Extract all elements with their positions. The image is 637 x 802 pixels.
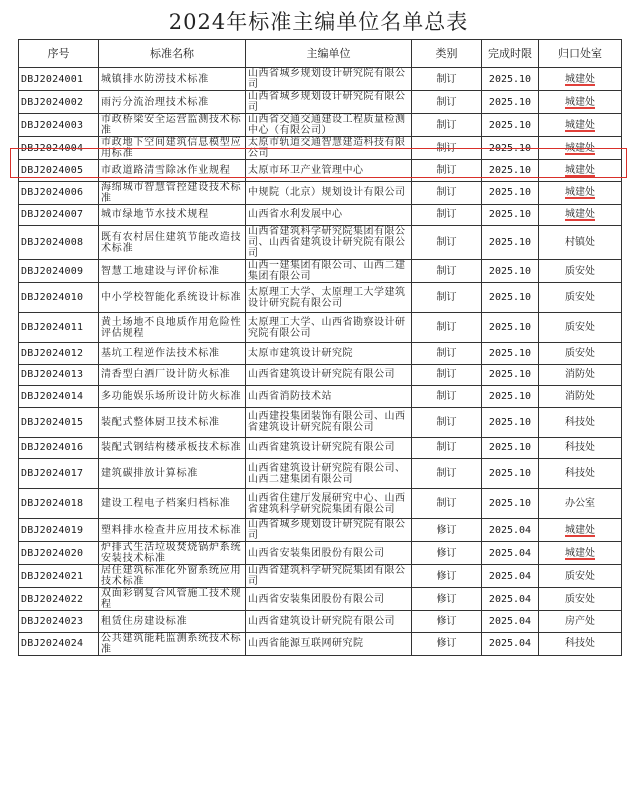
row-standard-name: 黄土场地不良地质作用危险性评估规程: [99, 313, 246, 343]
row-department: [539, 519, 622, 542]
row-deadline: 2025.10: [482, 260, 539, 283]
row-deadline: 2025.10: [482, 386, 539, 408]
table-row: [19, 565, 622, 588]
row-organization: 山西省建筑科学研究院集团有限公司、山西省建筑设计研究院有限公司: [246, 226, 412, 260]
row-type: 制订: [412, 489, 482, 519]
table-row: [19, 283, 622, 313]
row-organization: 山西省建筑设计研究院有限公司: [246, 611, 412, 633]
row-type: 制订: [412, 437, 482, 459]
table-row: [19, 181, 622, 204]
row-department: [539, 181, 622, 204]
row-deadline: 2025.10: [482, 160, 539, 182]
row-organization: 太原市建筑设计研究院: [246, 343, 412, 365]
dept-underlined: 城建处: [565, 209, 595, 221]
row-organization: 山西省交通交通建设工程质量检测中心（有限公司）: [246, 114, 412, 137]
row-organization: 太原理工大学、太原理工大学建筑设计研究院有限公司: [246, 283, 412, 313]
table-row: [19, 137, 622, 160]
row-type: 制订: [412, 343, 482, 365]
table-row: [19, 260, 622, 283]
row-deadline: 2025.10: [482, 204, 539, 226]
row-standard-name: 市政地下空间建筑信息模型应用标准: [99, 137, 246, 160]
row-code: DBJ2024012: [19, 343, 99, 365]
dept-underlined: 城建处: [565, 142, 595, 154]
row-standard-name: 市政道路清雪除冰作业规程: [99, 160, 246, 182]
row-code: DBJ2024008: [19, 226, 99, 260]
dept-underlined: 城建处: [565, 524, 595, 536]
row-standard-name: 建设工程电子档案归档标准: [99, 489, 246, 519]
row-standard-name: 智慧工地建设与评价标准: [99, 260, 246, 283]
row-department: 科技处: [539, 407, 622, 437]
row-type: 制订: [412, 364, 482, 386]
row-organization: 山西省城乡规划设计研究院有限公司: [246, 519, 412, 542]
row-department: [539, 204, 622, 226]
row-type: 制订: [412, 283, 482, 313]
table-row: [19, 611, 622, 633]
row-code: DBJ2024002: [19, 91, 99, 114]
dept-underlined: 城建处: [565, 73, 595, 85]
row-deadline: 2025.10: [482, 283, 539, 313]
dept-underlined: 城建处: [565, 547, 595, 559]
table-row: [19, 542, 622, 565]
row-deadline: 2025.10: [482, 226, 539, 260]
row-deadline: 2025.10: [482, 313, 539, 343]
row-deadline: 2025.04: [482, 565, 539, 588]
row-department: [539, 91, 622, 114]
header-org: 主编单位: [246, 40, 412, 68]
row-code: DBJ2024007: [19, 204, 99, 226]
row-department: 质安处: [539, 588, 622, 611]
row-department: 科技处: [539, 632, 622, 655]
dept-underlined: 城建处: [565, 119, 595, 131]
row-code: DBJ2024011: [19, 313, 99, 343]
row-deadline: 2025.10: [482, 137, 539, 160]
row-department: 质安处: [539, 283, 622, 313]
table-row: [19, 226, 622, 260]
row-type: 修订: [412, 611, 482, 633]
row-department: [539, 137, 622, 160]
row-deadline: 2025.10: [482, 91, 539, 114]
row-department: 科技处: [539, 437, 622, 459]
table-row: [19, 91, 622, 114]
row-type: 制订: [412, 68, 482, 91]
row-standard-name: 基坑工程逆作法技术标准: [99, 343, 246, 365]
row-standard-name: 双面彩钢复合风管施工技术规程: [99, 588, 246, 611]
table-row: [19, 364, 622, 386]
table-header-row: [19, 40, 622, 68]
document-title: 2024年标准主编单位名单总表: [168, 10, 469, 34]
row-code: DBJ2024004: [19, 137, 99, 160]
row-standard-name: 公共建筑能耗监测系统技术标准: [99, 632, 246, 655]
row-deadline: 2025.04: [482, 542, 539, 565]
row-department: 质安处: [539, 313, 622, 343]
row-organization: 太原市环卫产业管理中心: [246, 160, 412, 182]
row-organization: 山西省住建厅发展研究中心、山西省建筑科学研究院集团有限公司: [246, 489, 412, 519]
table-row: [19, 632, 622, 655]
header-name: 标准名称: [99, 40, 246, 68]
row-standard-name: 城镇排水防涝技术标准: [99, 68, 246, 91]
row-standard-name: 清香型白酒厂设计防火标准: [99, 364, 246, 386]
row-code: DBJ2024020: [19, 542, 99, 565]
row-department: 质安处: [539, 565, 622, 588]
row-type: 修订: [412, 565, 482, 588]
row-type: 制订: [412, 386, 482, 408]
row-department: 房产处: [539, 611, 622, 633]
row-type: 修订: [412, 632, 482, 655]
row-department: 消防处: [539, 364, 622, 386]
row-type: 制订: [412, 91, 482, 114]
row-standard-name: 海绵城市智慧管控建设技术标准: [99, 181, 246, 204]
row-standard-name: 城市绿地节水技术规程: [99, 204, 246, 226]
row-type: 制订: [412, 313, 482, 343]
row-department: [539, 542, 622, 565]
row-standard-name: 中小学校智能化系统设计标准: [99, 283, 246, 313]
row-type: 制订: [412, 114, 482, 137]
table-row: [19, 588, 622, 611]
row-organization: 山西省建筑设计研究院有限公司: [246, 437, 412, 459]
row-organization: 山西省水利发展中心: [246, 204, 412, 226]
row-deadline: 2025.10: [482, 68, 539, 91]
row-code: DBJ2024010: [19, 283, 99, 313]
row-deadline: 2025.10: [482, 343, 539, 365]
row-code: DBJ2024013: [19, 364, 99, 386]
row-organization: 山西省安装集团股份有限公司: [246, 588, 412, 611]
row-code: DBJ2024005: [19, 160, 99, 182]
row-standard-name: 多功能娱乐场所设计防火标准: [99, 386, 246, 408]
row-code: DBJ2024018: [19, 489, 99, 519]
row-standard-name: 装配式整体厨卫技术标准: [99, 407, 246, 437]
row-organization: 山西一建集团有限公司、山西二建集团有限公司: [246, 260, 412, 283]
row-type: 制订: [412, 459, 482, 489]
table-row: [19, 204, 622, 226]
row-standard-name: 雨污分流治理技术标准: [99, 91, 246, 114]
row-code: DBJ2024017: [19, 459, 99, 489]
row-type: 制订: [412, 226, 482, 260]
row-organization: 太原市轨道交通智慧建造科技有限公司: [246, 137, 412, 160]
row-code: DBJ2024016: [19, 437, 99, 459]
table-row: [19, 386, 622, 408]
table-row: [19, 489, 622, 519]
row-organization: 山西省消防技术站: [246, 386, 412, 408]
row-standard-name: 租赁住房建设标准: [99, 611, 246, 633]
row-department: 质安处: [539, 343, 622, 365]
row-type: 制订: [412, 407, 482, 437]
row-standard-name: 既有农村居住建筑节能改造技术标准: [99, 226, 246, 260]
row-organization: 山西建投集团装饰有限公司、山西省建筑设计研究院有限公司: [246, 407, 412, 437]
row-type: 制订: [412, 137, 482, 160]
row-deadline: 2025.10: [482, 114, 539, 137]
row-department: 消防处: [539, 386, 622, 408]
standards-table: [18, 39, 622, 656]
row-deadline: 2025.04: [482, 611, 539, 633]
row-type: 修订: [412, 519, 482, 542]
row-deadline: 2025.04: [482, 632, 539, 655]
table-row: [19, 343, 622, 365]
row-code: DBJ2024001: [19, 68, 99, 91]
row-type: 制订: [412, 260, 482, 283]
row-deadline: 2025.10: [482, 437, 539, 459]
row-organization: 山西省建筑设计研究院有限公司、山西二建集团有限公司: [246, 459, 412, 489]
table-row: [19, 114, 622, 137]
row-type: 修订: [412, 588, 482, 611]
row-code: DBJ2024009: [19, 260, 99, 283]
table-row: [19, 313, 622, 343]
row-department: [539, 68, 622, 91]
row-deadline: 2025.10: [482, 364, 539, 386]
row-organization: 山西省安装集团股份有限公司: [246, 542, 412, 565]
header-code: 序号: [19, 40, 99, 68]
table-row: [19, 437, 622, 459]
row-deadline: 2025.04: [482, 588, 539, 611]
row-organization: 山西省城乡规划设计研究院有限公司: [246, 68, 412, 91]
row-code: DBJ2024021: [19, 565, 99, 588]
header-type: 类别: [412, 40, 482, 68]
row-department: 质安处: [539, 260, 622, 283]
row-department: 科技处: [539, 459, 622, 489]
row-standard-name: 炉排式生活垃圾焚烧锅炉系统安装技术标准: [99, 542, 246, 565]
row-standard-name: 装配式钢结构楼承板技术标准: [99, 437, 246, 459]
row-deadline: 2025.10: [482, 489, 539, 519]
row-organization: 山西省建筑科学研究院集团有限公司: [246, 565, 412, 588]
header-deadline: 完成时限: [482, 40, 539, 68]
row-code: DBJ2024015: [19, 407, 99, 437]
row-organization: 中规院（北京）规划设计有限公司: [246, 181, 412, 204]
dept-underlined: 城建处: [565, 187, 595, 198]
row-deadline: 2025.10: [482, 181, 539, 204]
row-code: DBJ2024014: [19, 386, 99, 408]
row-department: [539, 160, 622, 182]
dept-underlined: 城建处: [565, 164, 595, 176]
row-deadline: 2025.10: [482, 459, 539, 489]
row-type: 制订: [412, 204, 482, 226]
row-organization: 山西省能源互联网研究院: [246, 632, 412, 655]
row-organization: 太原理工大学、山西省勘察设计研究院有限公司: [246, 313, 412, 343]
row-code: DBJ2024006: [19, 181, 99, 204]
row-type: 制订: [412, 160, 482, 182]
row-standard-name: 塑料排水检查井应用技术标准: [99, 519, 246, 542]
row-type: 修订: [412, 542, 482, 565]
row-department: 办公室: [539, 489, 622, 519]
row-standard-name: 市政桥梁安全运营监测技术标准: [99, 114, 246, 137]
row-type: 制订: [412, 181, 482, 204]
row-code: DBJ2024019: [19, 519, 99, 542]
table-row: [19, 160, 622, 182]
row-code: DBJ2024023: [19, 611, 99, 633]
table-row: [19, 68, 622, 91]
row-code: DBJ2024003: [19, 114, 99, 137]
table-row: [19, 459, 622, 489]
row-department: [539, 114, 622, 137]
row-standard-name: 居住建筑标准化外窗系统应用技术标准: [99, 565, 246, 588]
row-deadline: 2025.04: [482, 519, 539, 542]
row-standard-name: 建筑碳排放计算标准: [99, 459, 246, 489]
row-code: DBJ2024022: [19, 588, 99, 611]
row-deadline: 2025.10: [482, 407, 539, 437]
dept-underlined: 城建处: [565, 96, 595, 108]
row-organization: 山西省城乡规划设计研究院有限公司: [246, 91, 412, 114]
row-organization: 山西省建筑设计研究院有限公司: [246, 364, 412, 386]
table-row: [19, 407, 622, 437]
table-row: [19, 519, 622, 542]
header-dept: 归口处室: [539, 40, 622, 68]
row-code: DBJ2024024: [19, 632, 99, 655]
row-department: 村镇处: [539, 226, 622, 260]
